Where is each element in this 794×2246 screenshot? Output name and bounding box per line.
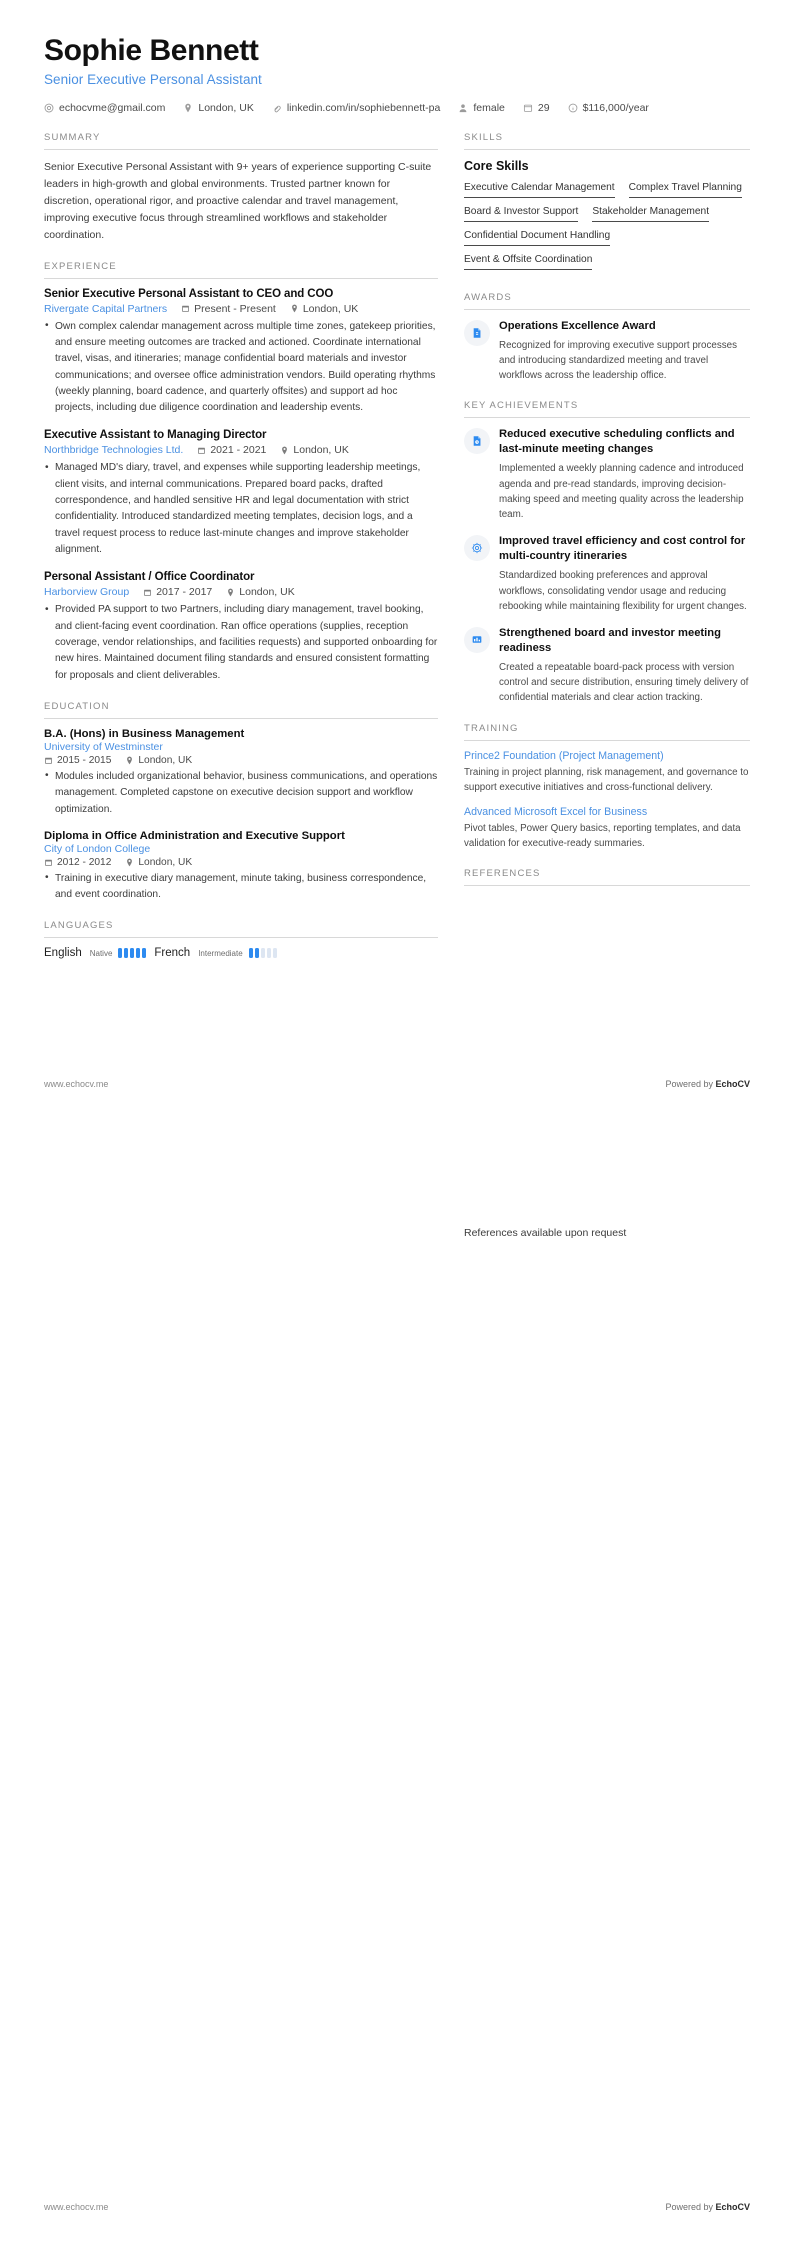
achievement-description: Created a repeatable board-pack process with version control and secure distribution, ensuring timely delivery of confidential materials and clear action tracking. bbox=[499, 662, 749, 704]
achievement-item bbox=[464, 626, 750, 706]
location-icon bbox=[290, 304, 299, 313]
contact-salary bbox=[568, 102, 649, 114]
education-degree: Diploma in Office Administration and Executive Support bbox=[44, 829, 345, 842]
calendar-icon bbox=[44, 756, 53, 765]
education-dates-text: 2012 - 2012 bbox=[57, 856, 112, 868]
award-title: Operations Excellence Award bbox=[499, 319, 656, 332]
resume-page-2 bbox=[0, 1123, 794, 2246]
contact-location bbox=[183, 102, 253, 114]
contact-age-text: 29 bbox=[537, 101, 550, 114]
job-company[interactable]: Northbridge Technologies Ltd. bbox=[44, 444, 184, 457]
info-icon bbox=[568, 103, 578, 113]
person-icon bbox=[458, 103, 468, 113]
page-footer bbox=[44, 2202, 750, 2212]
contact-email-text: echocvme@gmail.com bbox=[59, 101, 166, 114]
job-title: Personal Assistant / Office Coordinator bbox=[44, 571, 255, 584]
training-item bbox=[464, 806, 750, 851]
language-name: English bbox=[44, 947, 82, 960]
left-column bbox=[44, 132, 464, 977]
resume-header bbox=[44, 34, 750, 114]
job-title: Senior Executive Personal Assistant to CEO and COO bbox=[44, 287, 334, 300]
job-company[interactable]: Rivergate Capital Partners bbox=[44, 302, 168, 315]
language-item bbox=[44, 947, 146, 959]
section-key-achievements bbox=[464, 400, 750, 705]
achievement-description: Implemented a weekly planning cadence and introduced agenda and pre-read standards, improving decision-making speed and meeting quality across the leadership team. bbox=[499, 463, 744, 520]
job-location-text: London, UK bbox=[293, 444, 349, 457]
skill-item: Board & Investor Support bbox=[464, 203, 578, 222]
job-location bbox=[280, 444, 348, 456]
education-location-text: London, UK bbox=[138, 856, 193, 868]
footer-powered-prefix: Powered by bbox=[665, 1079, 716, 1089]
language-level-dots bbox=[118, 948, 146, 958]
section-experience bbox=[44, 261, 438, 684]
education-bullets bbox=[44, 871, 438, 904]
section-title-training: TRAINING bbox=[464, 723, 750, 741]
education-meta bbox=[44, 857, 438, 868]
contact-age bbox=[523, 102, 550, 114]
job-meta bbox=[44, 444, 438, 456]
summary-text: Senior Executive Personal Assistant with 9+ years of experience supporting C-suite leaders in high-growth and global environments. Trusted partner known for discretion, operational rigor, and proactive calendar and travel management, improving executive focus through streamlined workflows and stakeholder coordination. bbox=[44, 160, 432, 241]
job-location bbox=[290, 303, 358, 315]
section-title-awards: AWARDS bbox=[464, 292, 750, 310]
footer-brand-name: EchoCV bbox=[715, 1079, 750, 1089]
job-dates bbox=[143, 586, 212, 598]
education-location bbox=[125, 755, 192, 766]
skills-group-title: Core Skills bbox=[464, 158, 529, 173]
document-clock-icon bbox=[464, 428, 490, 454]
section-awards bbox=[464, 292, 750, 384]
award-description: Recognized for improving executive support processes and introducing standardized meeting and travel workflows across the leadership office. bbox=[499, 339, 737, 382]
page-title: Sophie Bennett bbox=[44, 34, 259, 67]
contact-location-text: London, UK bbox=[198, 101, 254, 114]
section-languages bbox=[44, 920, 438, 959]
job-location-text: London, UK bbox=[239, 586, 295, 599]
achievement-title: Strengthened board and investor meeting readiness bbox=[499, 626, 721, 654]
job-bullet: • Managed MD's diary, travel, and expenses while supporting leadership meetings, client visits, and internal communications. Prepared board packs, drafted correspondence, and handled sensitive HR and legal documentation with strict confidentiality. Introduced standardized meeting templates, decision logs, and a travel request process to reduce last-minute changes and improve stakeholder alignment. bbox=[44, 460, 438, 558]
award-item bbox=[464, 319, 750, 384]
section-references bbox=[464, 868, 750, 886]
language-name: French bbox=[154, 947, 191, 960]
footer-website[interactable]: www.echocv.me bbox=[44, 2202, 109, 2212]
calendar-icon bbox=[181, 304, 190, 313]
contact-linkedin-text: linkedin.com/in/sophiebennett-pa bbox=[286, 101, 441, 114]
calendar-icon bbox=[44, 858, 53, 867]
skill-item: Confidential Document Handling bbox=[464, 227, 610, 246]
training-item bbox=[464, 750, 750, 795]
calendar-icon bbox=[197, 446, 206, 455]
location-icon bbox=[125, 858, 134, 867]
section-summary bbox=[44, 132, 438, 244]
education-school[interactable]: University of Westminster bbox=[44, 740, 163, 753]
skills-list bbox=[464, 179, 750, 275]
section-title-languages: LANGUAGES bbox=[44, 920, 438, 938]
footer-brand-name: EchoCV bbox=[715, 2202, 750, 2212]
section-title-skills: SKILLS bbox=[464, 132, 750, 150]
calendar-icon bbox=[143, 588, 152, 597]
job-role-subtitle: Senior Executive Personal Assistant bbox=[44, 71, 262, 87]
skill-item: Event & Offsite Coordination bbox=[464, 251, 592, 270]
training-title[interactable]: Advanced Microsoft Excel for Business bbox=[464, 805, 648, 818]
right-column bbox=[464, 132, 750, 904]
gear-icon bbox=[464, 535, 490, 561]
education-meta bbox=[44, 755, 438, 766]
presentation-icon bbox=[464, 627, 490, 653]
section-education bbox=[44, 701, 438, 904]
job-dates-text: 2021 - 2021 bbox=[210, 444, 267, 457]
education-location-text: London, UK bbox=[138, 754, 193, 766]
calendar-icon bbox=[523, 103, 533, 113]
section-title-references: REFERENCES bbox=[464, 868, 750, 886]
job-bullet: • Own complex calendar management across multiple time zones, gatekeep priorities, and ensure meeting outcomes are tracked and actioned. Coordinate international travel, visas, and itineraries; manage confidential board materials and investor communications; and oversee office administration vendors. Build operating rhythms (weekly planning, board cadence, and quarterly offsites) and support ad hoc projects, including due diligence coordination and leadership events. bbox=[44, 319, 438, 417]
section-skills bbox=[464, 132, 750, 275]
education-location bbox=[125, 857, 192, 868]
document-award-icon bbox=[464, 320, 490, 346]
job-meta bbox=[44, 303, 438, 315]
language-level-dots bbox=[249, 948, 277, 958]
location-icon bbox=[183, 103, 193, 113]
contact-gender bbox=[458, 102, 505, 114]
education-item bbox=[44, 830, 438, 904]
skill-item: Stakeholder Management bbox=[592, 203, 709, 222]
experience-item bbox=[44, 288, 438, 417]
education-school[interactable]: City of London College bbox=[44, 842, 151, 855]
job-location bbox=[226, 586, 294, 598]
email-icon bbox=[44, 103, 54, 113]
footer-brand bbox=[665, 2202, 750, 2212]
section-title-key-achievements: KEY ACHIEVEMENTS bbox=[464, 400, 750, 418]
footer-powered-prefix: Powered by bbox=[665, 2202, 716, 2212]
training-description: Training in project planning, risk management, and governance to support executive initiatives and cross-functional delivery. bbox=[464, 766, 749, 793]
footer-website[interactable]: www.echocv.me bbox=[44, 1079, 109, 1089]
education-bullet: • Modules included organizational behavior, business communications, and operations management. Completed capstone on executive decision support and workflow optimization. bbox=[44, 769, 438, 818]
job-bullets bbox=[44, 602, 438, 684]
job-dates bbox=[197, 444, 266, 456]
link-icon bbox=[272, 103, 282, 113]
experience-item bbox=[44, 429, 438, 558]
job-location-text: London, UK bbox=[302, 302, 359, 315]
skill-item: Complex Travel Planning bbox=[629, 179, 742, 198]
achievement-title: Improved travel efficiency and cost control for multi-country itineraries bbox=[499, 535, 746, 563]
contact-gender-text: female bbox=[473, 101, 505, 114]
job-bullet: • Provided PA support to two Partners, including diary management, travel booking, and client-facing event coordination. Ran office operations (supplies, reception coverage, vendor relationships, and facilities requests) and supported onboarding for new hires. Maintained document filing standards and ensured consistent formatting for proposals and client deliverables. bbox=[44, 602, 438, 684]
achievement-item bbox=[464, 427, 750, 522]
references-text: References available upon request bbox=[464, 1227, 627, 1239]
job-bullets bbox=[44, 319, 438, 417]
section-title-summary: SUMMARY bbox=[44, 132, 438, 150]
contact-email[interactable] bbox=[44, 102, 165, 114]
experience-item bbox=[44, 571, 438, 684]
section-title-education: EDUCATION bbox=[44, 701, 438, 719]
languages-row bbox=[44, 947, 438, 959]
language-level: Intermediate bbox=[198, 948, 243, 958]
skill-item: Executive Calendar Management bbox=[464, 179, 615, 198]
education-item bbox=[44, 728, 438, 818]
contact-linkedin[interactable] bbox=[272, 102, 441, 114]
achievement-title: Reduced executive scheduling conflicts and last-minute meeting changes bbox=[499, 428, 735, 456]
achievement-description: Standardized booking preferences and approval workflows, consolidating vendor usage and reducing rebooking while maintaining flexibility for urgent changes. bbox=[499, 570, 747, 612]
contact-salary-text: $116,000/year bbox=[582, 101, 649, 114]
training-title[interactable]: Prince2 Foundation (Project Management) bbox=[464, 749, 664, 762]
language-level: Native bbox=[89, 948, 113, 958]
location-icon bbox=[280, 446, 289, 455]
training-description: Pivot tables, Power Query basics, reporting templates, and data validation for executive-ready summaries. bbox=[464, 822, 741, 850]
education-degree: B.A. (Hons) in Business Management bbox=[44, 727, 245, 740]
section-title-experience: EXPERIENCE bbox=[44, 261, 438, 279]
location-icon bbox=[125, 756, 134, 765]
achievement-item bbox=[464, 534, 750, 614]
footer-brand bbox=[665, 1079, 750, 1089]
job-dates-text: Present - Present bbox=[194, 302, 276, 315]
resume-body bbox=[44, 132, 750, 977]
contact-row bbox=[44, 102, 750, 114]
education-dates bbox=[44, 755, 111, 766]
job-dates-text: 2017 - 2017 bbox=[156, 586, 213, 599]
education-bullets bbox=[44, 769, 438, 818]
location-icon bbox=[226, 588, 235, 597]
page-footer bbox=[44, 1079, 750, 1089]
job-bullets bbox=[44, 460, 438, 558]
right-column-page2 bbox=[464, 1175, 750, 1239]
education-dates bbox=[44, 857, 111, 868]
section-training bbox=[464, 723, 750, 852]
language-item bbox=[154, 947, 276, 959]
job-title: Executive Assistant to Managing Director bbox=[44, 429, 267, 442]
job-meta bbox=[44, 586, 438, 598]
job-company[interactable]: Harborview Group bbox=[44, 586, 130, 599]
education-dates-text: 2015 - 2015 bbox=[57, 754, 112, 766]
job-dates bbox=[181, 303, 276, 315]
education-bullet: • Training in executive diary management, minute taking, business correspondence, and event coordination. bbox=[44, 871, 438, 904]
